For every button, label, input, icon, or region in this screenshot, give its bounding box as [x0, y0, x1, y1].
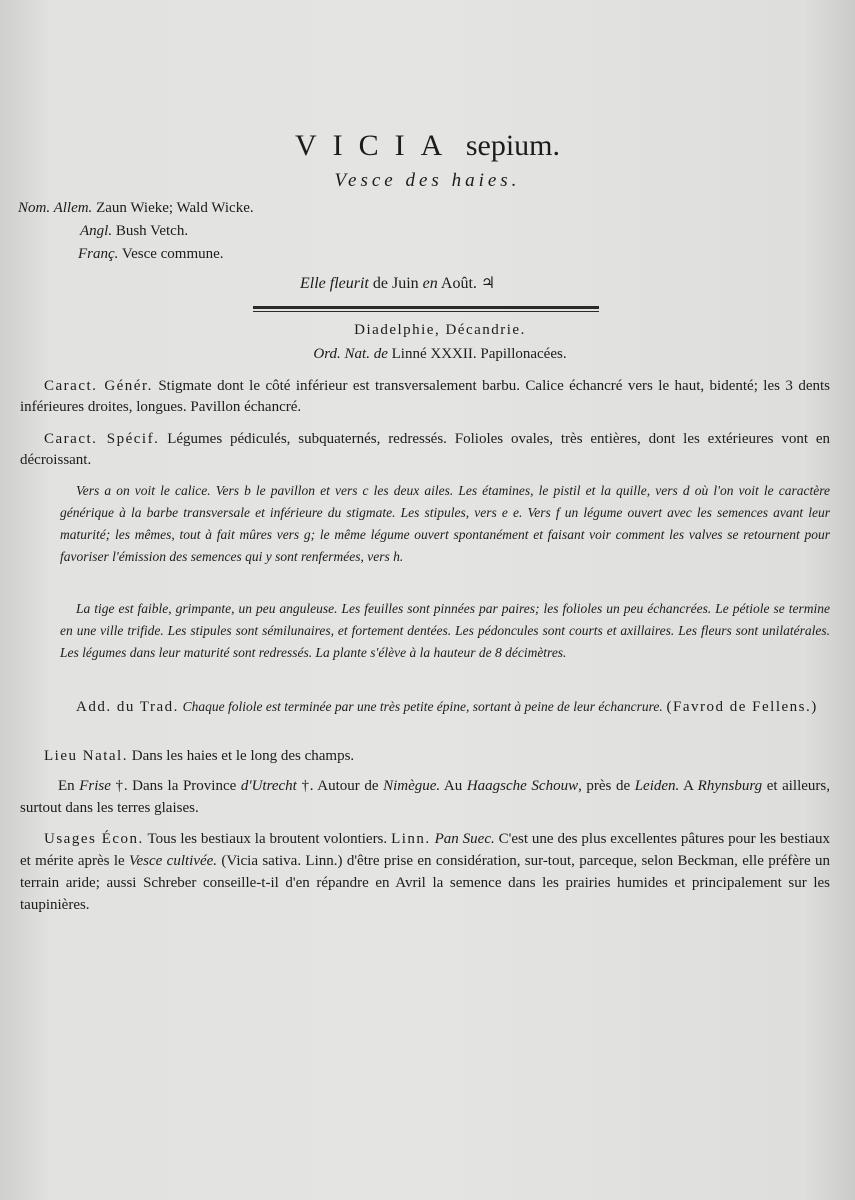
section-label: Usages Écon. [44, 831, 144, 847]
divider-rule [253, 311, 599, 312]
section-text: Chaque foliole est terminée par une très petite épine, sortant à peine de leur échancrure. [182, 699, 663, 714]
name-value: Vesce commune. [121, 246, 224, 262]
specific-character [20, 429, 830, 471]
order-text: Linné XXXII. [391, 346, 477, 362]
order-label: Ord. Nat. [313, 346, 370, 362]
locality-name: Nimègue. [383, 778, 441, 794]
bloom-text: Août. [440, 275, 477, 292]
section-text: Linn. [391, 831, 431, 847]
section-text: Stigmate dont le côté inférieur est transversalement barbu. Calice échancré vers le haut, bidenté; les 3 dents inférieures droites, longues. Pavillon échancré. [20, 378, 830, 415]
name-value: Zaun Wieke; Wald Wicke. [96, 200, 254, 216]
perennial-symbol: ♃ [480, 275, 496, 292]
economic-uses [20, 828, 830, 916]
order-text: de [373, 346, 388, 362]
locality-text: A [683, 778, 694, 794]
name-label: Angl. [80, 223, 113, 239]
figure-explanation: Vers a on voit le calice. Vers b le pavillon et vers c les deux ailes. Les étamines, le pistil et la quille, vers d où l'on voit le caractère générique à la barbe transversale et inférieure du stigmate. Les stipules, vers e e. Vers f un légume ouvert avec les semences avant leur maturité; les mêmes, tout à fait mûres vers g; le même légume ouvert spontanément et faisant voir comment les valves se retournent pour favoriser l'émission des semences qui y sont renfermées, vers h. [60, 483, 830, 564]
flowering-period [300, 273, 495, 293]
section-label: Add. du Trad. [76, 699, 179, 715]
locality-text: †. Dans la Province [115, 778, 237, 794]
generic-character [20, 376, 830, 418]
natural-order [0, 346, 855, 363]
species-name: sepium. [465, 129, 560, 162]
native-habitat [44, 746, 834, 767]
author-credit: (Favrod de Fellens.) [666, 699, 818, 715]
locality-name: Rhynsburg [697, 778, 763, 794]
class-order: Diadelphie, Décandrie. [354, 322, 526, 338]
section-text: Dans les haies et le long des champs. [131, 748, 355, 764]
locality-text: †. Autour de [301, 778, 379, 794]
section-label: Lieu Natal. [44, 748, 128, 764]
locality-text: Au [443, 778, 463, 794]
name-value: Bush Vetch. [115, 223, 189, 239]
genus-name: VICIA [295, 129, 459, 162]
locality-name: Frise [79, 778, 111, 794]
locality-name: Haagsche Schouw [466, 778, 579, 794]
locality-text: et ailleurs, surtout dans les terres glaises. [20, 778, 830, 816]
locality-name: Leiden. [634, 778, 680, 794]
section-text: Pan Suec. [434, 831, 495, 847]
bloom-text: de [372, 275, 388, 292]
family-name: Papillonacées. [480, 346, 567, 362]
bloom-text: en [422, 275, 438, 292]
page-title [0, 128, 855, 164]
page-subtitle: Vesce des haies. [334, 170, 521, 191]
locality-text: , près de [578, 778, 631, 794]
section-text: Légumes pédiculés, subquaternés, redressés. Folioles ovales, très entières, dont les extérieures vont en décroissant. [20, 431, 831, 468]
divider-rule [253, 306, 599, 309]
name-label: Nom. Allem. [18, 200, 93, 216]
name-label: Franç. [78, 246, 119, 262]
section-text: Tous les bestiaux la broutent volontiers. [147, 831, 388, 847]
locality-name: d'Utrecht [240, 778, 297, 794]
section-text: (Vicia sativa. Linn.) d'être prise en considération, sur-tout, parceque, selon Beckman, elle préfère un terrain aride; aussi Schreber conseille-t-il d'en répandre en Avril la semence dans les prairies humides et principalement sur les taupinières. [20, 853, 831, 913]
bloom-text: Juin [391, 275, 419, 292]
translator-addition [60, 696, 830, 718]
section-text: C'est une des plus excellentes pâtures pour les bestiaux et mérite après le [20, 831, 831, 869]
section-label: Caract. Spécif. [44, 431, 160, 447]
section-text: Vesce cultivée. [129, 853, 218, 869]
bloom-text: Elle fleurit [300, 275, 369, 292]
locality-text: En [58, 778, 75, 794]
name-english [80, 221, 188, 241]
localities [20, 775, 830, 819]
name-german [18, 198, 254, 218]
section-label: Caract. Génér. [44, 378, 153, 394]
name-french [78, 244, 224, 264]
plant-description: La tige est faible, grimpante, un peu anguleuse. Les feuilles sont pinnées par paires; les folioles un peu échancrées. Le pétiole se termine en une ville trifide. Les stipules sont sémilunaires, et fortement dentées. Les pédoncules sont courts et axillaires. Les fleurs sont unilatérales. Les légumes dans leur maturité sont redressés. La plante s'élève à la hauteur de 8 décimètres. [60, 601, 830, 660]
